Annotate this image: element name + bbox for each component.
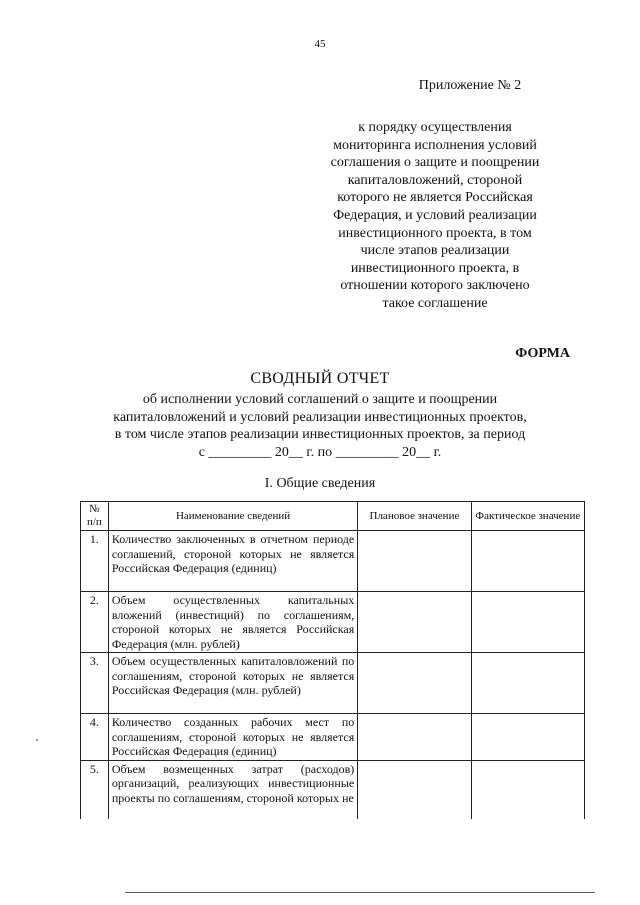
table-row (81, 531, 585, 592)
header-plan: Плановое значение (358, 502, 471, 531)
row-fact-value (471, 760, 584, 819)
row-plan-value (358, 653, 471, 714)
row-plan-value (358, 592, 471, 653)
header-name: Наименование сведений (108, 502, 357, 531)
section-title: I. Общие сведения (264, 476, 376, 491)
table-row (81, 653, 585, 714)
table-row (81, 592, 585, 653)
row-name: Объем осуществленных капитальных вложений (инвестиций) по соглашениям, стороной которых не является Российская Федерация (млн. рублей) (108, 592, 357, 653)
table-row (81, 714, 585, 761)
appendix-line: Федерация, и условий реализации (333, 207, 537, 223)
row-plan-value (358, 714, 471, 761)
row-plan-value (358, 531, 471, 592)
row-fact-value (471, 653, 584, 714)
appendix-line: инвестиционного проекта, в том (338, 225, 532, 241)
header-num: № п/п (81, 502, 109, 531)
row-number: 4. (81, 714, 109, 761)
form-label: ФОРМА (515, 346, 570, 361)
general-info-table (80, 501, 585, 819)
row-number: 2. (81, 592, 109, 653)
report-subtitle (70, 391, 570, 461)
row-number: 5. (81, 760, 109, 819)
appendix-line: инвестиционного проекта, в (350, 260, 520, 276)
row-name: Количество заключенных в отчетном периоде соглашений, стороной которых не является Российская Федерация (единиц) (108, 531, 357, 592)
appendix-line: которого не является Российская (337, 190, 533, 206)
appendix-title: Приложение № 2 (418, 78, 522, 93)
row-number: 3. (81, 653, 109, 714)
table-row (81, 760, 585, 819)
appendix-line: такое соглашение (382, 295, 488, 311)
page-number: 45 (314, 38, 326, 50)
row-fact-value (471, 531, 584, 592)
appendix-line: мониторинга исполнения условий (333, 137, 537, 153)
appendix-line: соглашения о защите и поощрении (330, 155, 540, 171)
appendix-line: отношении которого заключено (340, 278, 530, 294)
appendix-line: числе этапов реализации (360, 243, 510, 259)
report-subtitle-line: об исполнении условий соглашений о защите и поощрении (142, 392, 498, 407)
row-number: 1. (81, 531, 109, 592)
row-name: Объем возмещенных затрат (расходов) организаций, реализующих инвестиционные проекты по соглашениям, стороной которых не (108, 760, 357, 819)
report-subtitle-line: в том числе этапов реализации инвестиционных проектов, за период (114, 427, 526, 442)
scan-edge-line (125, 892, 595, 893)
row-plan-value (358, 760, 471, 819)
appendix-line: капиталовложений, стороной (347, 172, 523, 188)
scan-speck (36, 739, 38, 741)
row-name: Количество созданных рабочих мест по соглашениям, стороной которых не является Российская Федерация (единиц) (108, 714, 357, 761)
appendix-text (330, 119, 540, 313)
report-period-line: с _________ 20__ г. по _________ 20__ г. (198, 444, 442, 460)
row-name: Объем осуществленных капиталовложений по соглашениям, стороной которых не является Российская Федерация (млн. рублей) (108, 653, 357, 714)
header-fact: Фактическое значение (471, 502, 584, 531)
report-title: СВОДНЫЙ ОТЧЕТ (250, 370, 390, 387)
report-subtitle-line: капиталовложений и условий реализации инвестиционных проектов, (113, 409, 527, 425)
table-header-row (81, 502, 585, 531)
row-fact-value (471, 714, 584, 761)
appendix-line: к порядку осуществления (358, 120, 512, 135)
row-fact-value (471, 592, 584, 653)
